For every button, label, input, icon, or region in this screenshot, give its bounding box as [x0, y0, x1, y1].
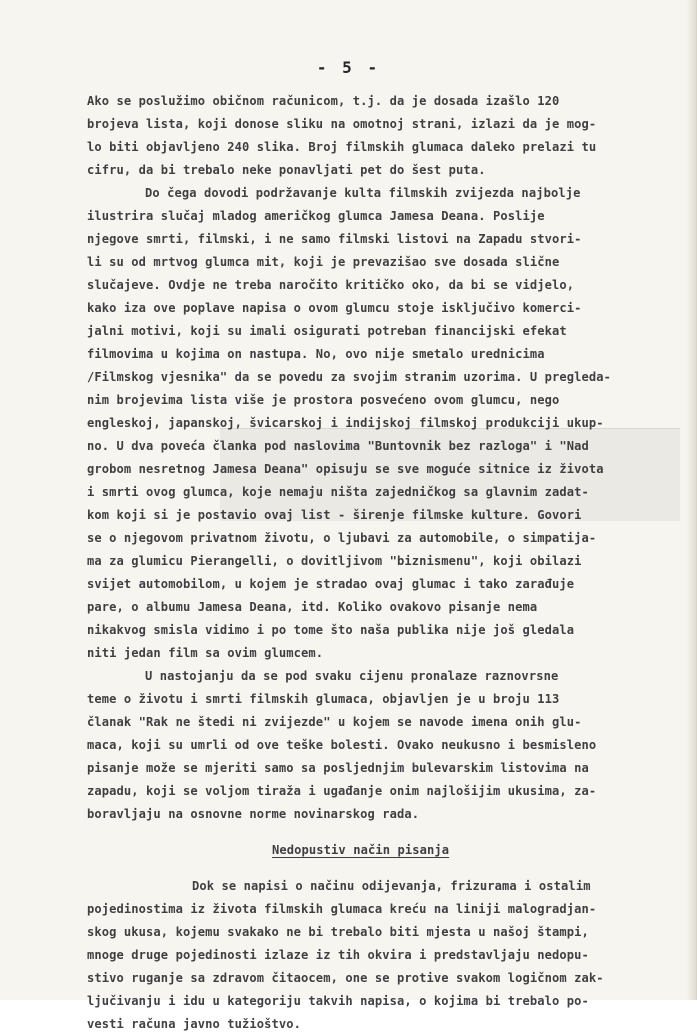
paragraph-2-line-19: pare, o albumu Jamesa Deana, itd. Koliko ovakovo pisanje nema	[87, 600, 538, 614]
final-paragraph-line-3: skog ukusa, kojemu svakako ne bi trebalo biti mjesta u našoj štampi,	[87, 925, 589, 939]
paragraph-2-line-20: nikakvog smisla vidimo i po tome što naša publika nije još gledala	[87, 623, 575, 637]
paragraph-2-line-21: niti jedan film sa ovim glumcem.	[87, 646, 324, 660]
paragraph-1-line-1: Ako se poslužimo običnom računicom, t.j. da je dosada izašlo 120	[87, 94, 560, 108]
final-paragraph-line-1: Dok se napisi o načinu odijevanja, frizurama i ostalim	[192, 879, 591, 893]
paragraph-3-line-7: boravljaju na osnovne norme novinarskog rada.	[87, 807, 420, 821]
paragraph-2-line-16: se o njegovom privatnom životu, o ljubavi za automobile, o simpatija-	[87, 531, 597, 545]
paragraph-3-line-5: pisanje može se mjeriti samo sa posljednjim bulevarskim listovima na	[87, 761, 589, 775]
paragraph-2-line-15: kom koji si je postavio ovaj list - širenje filmske kulture. Govori	[87, 508, 582, 522]
spacer	[87, 826, 657, 839]
final-paragraph-line-4: mnoge druge pojedinosti izlaze iz tih okvira i predstavljaju nedopu-	[87, 948, 589, 962]
paragraph-3-line-6: zapadu, koji se voljom tiraža i ugađanje onim najlošijim ukusima, za-	[87, 784, 597, 798]
section-heading: Nedopustiv način pisanja	[272, 843, 450, 857]
paragraph-2-line-8: filmovima u kojima on nastupa. No, ovo nije smetalo urednicima	[87, 347, 545, 361]
spacer	[87, 862, 657, 875]
page-edge-shadow	[686, 0, 696, 1000]
final-paragraph-line-6: ljučivanju i idu u kategoriju takvih napisa, o kojima bi trebalo po-	[87, 994, 589, 1008]
final-paragraph-line-2: pojedinostima iz života filmskih glumaca kreću na liniji malogradjan-	[87, 902, 597, 916]
paragraph-2-line-12: no. U dva poveća članka pod naslovima "Buntovnik bez razloga" i "Nad	[87, 439, 589, 453]
paragraph-2-line-3: njegove smrti, filmski, i ne samo filmski listovi na Zapadu stvori-	[87, 232, 582, 246]
final-paragraph-line-7: vesti računa javno tužioštvo.	[87, 1017, 302, 1031]
paragraph-2-line-13: grobom nesretnog Jamesa Deana" opisuju se sve moguće sitnice iz života	[87, 462, 604, 476]
paragraph-2-line-7: jalni motivi, koji su imali osigurati potreban financijski efekat	[87, 324, 567, 338]
paragraph-2-line-9: /Filmskog vjesnika" da se povedu za svojim stranim uzorima. U pregleda-	[87, 370, 612, 384]
paragraph-2-line-1: Do čega dovodi podržavanje kulta filmskih zvijezda najbolje	[145, 186, 581, 200]
paragraph-1-line-3: lo biti objavljeno 240 slika. Broj filmskih glumaca daleko prelazi tu	[87, 140, 597, 154]
document-body	[87, 90, 657, 1036]
paragraph-3-line-2: teme o životu i smrti filmskih glumaca, objavljen je u broju 113	[87, 692, 560, 706]
final-paragraph-line-5: stivo ruganje sa zdravom čitaocem, one se protive svakom logičnom zak-	[87, 971, 604, 985]
paragraph-2-line-14: i smrti ovog glumca, koje nemaju ništa zajedničkog sa glavnim zadat-	[87, 485, 589, 499]
paragraph-3-line-1: U nastojanju da se pod svaku cijenu pronalaze raznovrsne	[145, 669, 559, 683]
paragraph-2-line-6: kako iza ove poplave napisa o ovom glumcu stoje isključivo komerci-	[87, 301, 582, 315]
paragraph-2-line-18: svijet automobilom, u kojem je stradao ovaj glumac i tako zarađuje	[87, 577, 575, 591]
paragraph-1-line-2: brojeva lista, koji donose sliku na omotnoj strani, izlazi da je mog-	[87, 117, 597, 131]
paragraph-2-line-2: ilustrira slučaj mladog američkog glumca Jamesa Deana. Poslije	[87, 209, 545, 223]
paragraph-2-line-17: ma za glumicu Pierangelli, o dovitljivom "biznismenu", koji obilazi	[87, 554, 582, 568]
paragraph-3-line-4: maca, koji su umrli od ove teške bolesti. Ovako neukusno i besmisleno	[87, 738, 597, 752]
paragraph-2-line-4: li su od mrtvog glumca mit, koji je prevazišao sve dosada slične	[87, 255, 560, 269]
paragraph-2-line-10: nim brojevima lista više je prostora posvećeno ovom glumcu, nego	[87, 393, 560, 407]
paragraph-2-line-5: slučajeve. Ovdje ne treba naročito kritičko oko, da bi se vidjelo,	[87, 278, 575, 292]
paragraph-1-line-4: cifru, da bi trebalo neke ponavljati pet do šest puta.	[87, 163, 486, 177]
paragraph-2-line-11: engleskoj, japanskoj, švicarskoj i indijskoj filmskoj produkciji ukup-	[87, 416, 604, 430]
paragraph-3-line-3: članak "Rak ne štedi ni zvijezde" u kojem se navode imena onih glu-	[87, 715, 582, 729]
page-number: - 5 -	[316, 58, 381, 77]
